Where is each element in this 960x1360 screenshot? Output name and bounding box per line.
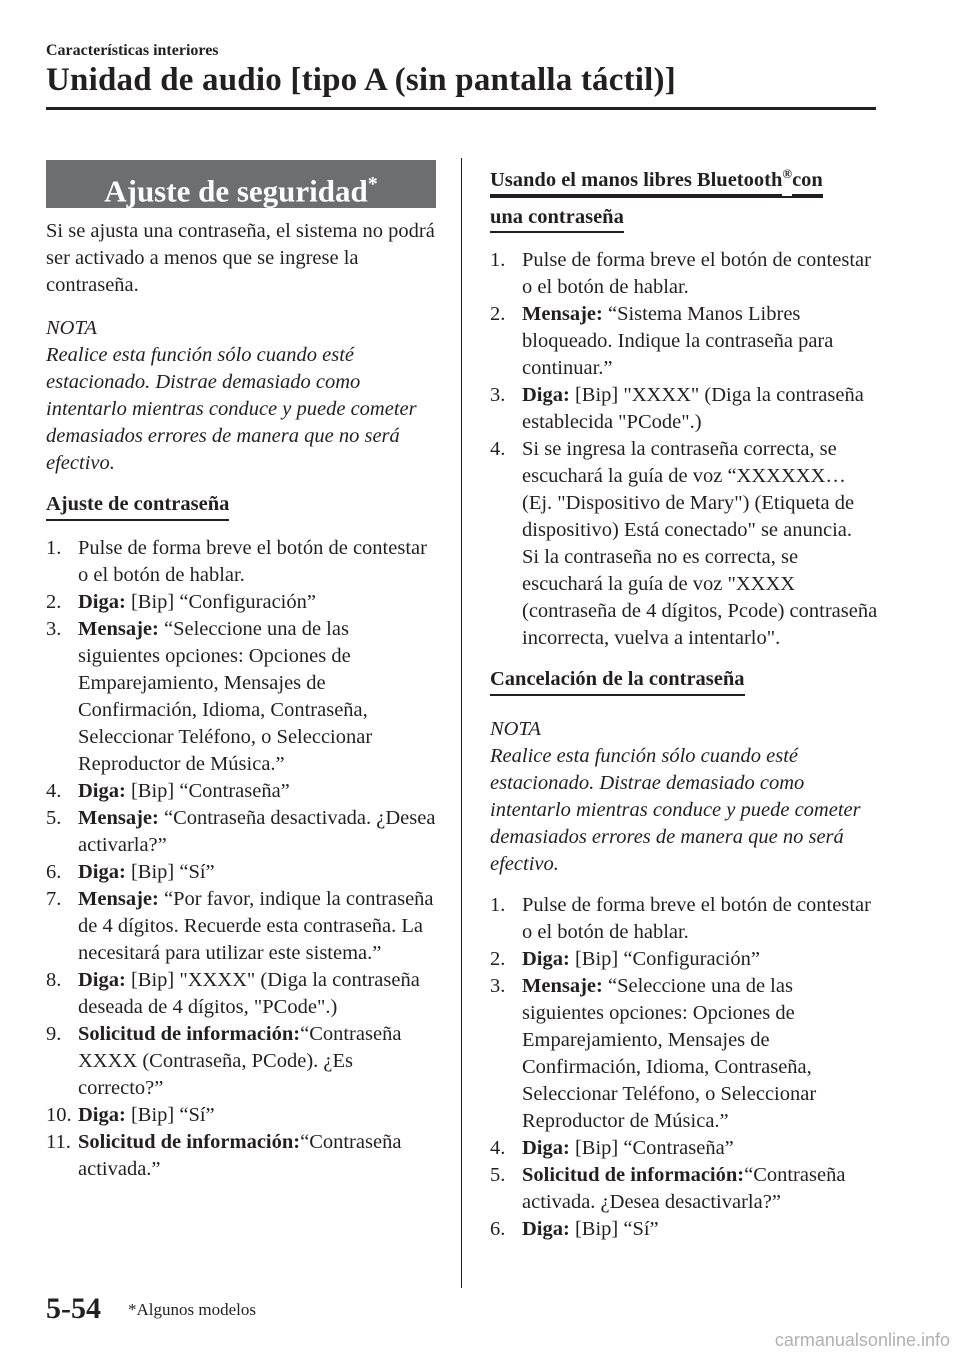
subheading-cancelacion: Cancelación de la contraseña — [490, 666, 745, 696]
step-number: 10. — [46, 1104, 72, 1126]
list-item — [490, 301, 880, 382]
list-item — [490, 1162, 880, 1216]
left-column — [46, 160, 436, 1199]
subheading-line-2: una contraseña — [490, 204, 624, 233]
step-lead: Diga: — [522, 947, 570, 970]
step-text: [Bip] “Configuración” — [125, 591, 316, 613]
list-item — [46, 1021, 436, 1102]
step-text: “Contraseña activada. ¿Desea desactivarla?” — [522, 1163, 846, 1213]
list-item — [490, 1216, 880, 1243]
step-text: “Sistema Manos Libres bloqueado. Indique la contraseña para continuar.” — [522, 302, 834, 379]
section-banner — [46, 160, 436, 208]
step-text: Pulse de forma breve el botón de contestar o el botón de hablar. — [522, 248, 871, 298]
title-rule — [46, 107, 876, 110]
note-body-2: Realice esta función sólo cuando esté estacionado. Distrae demasiado como intentarlo mientras conduce y puede cometer demasiados errores de manera que no será efectivo. — [490, 744, 861, 875]
note-label-2: NOTA — [490, 717, 541, 740]
step-number: 9. — [46, 1023, 62, 1045]
right-column — [490, 160, 880, 1259]
step-text: “Seleccione una de las siguientes opciones: Opciones de Emparejamiento, Mensajes de Confirmación, Idioma, Contraseña, Seleccionar Teléfono, o Seleccionar Reproductor de Música.” — [78, 618, 373, 775]
step-text: [Bip] “Contraseña” — [125, 780, 290, 802]
step-number: 2. — [46, 591, 62, 613]
step-number: 6. — [46, 861, 62, 883]
list-item — [46, 589, 436, 616]
list-item — [490, 1135, 880, 1162]
list-item — [46, 535, 436, 589]
list-item — [490, 382, 880, 436]
step-number: 7. — [46, 888, 62, 910]
step-lead: Diga: — [522, 1136, 570, 1159]
step-number: 11. — [46, 1131, 71, 1153]
subheading-ajuste-contrasena: Ajuste de contraseña — [46, 491, 229, 521]
step-number: 4. — [490, 437, 506, 460]
section-label: Características interiores — [46, 42, 219, 59]
step-lead: Mensaje: — [78, 807, 159, 829]
step-number: 3. — [46, 618, 62, 640]
subheading-line-1 — [490, 160, 823, 198]
step-number: 1. — [490, 893, 506, 916]
step-lead: Mensaje: — [522, 302, 603, 325]
step-lead: Mensaje: — [522, 974, 603, 997]
step-number: 3. — [490, 974, 506, 997]
intro-paragraph: Si se ajusta una contraseña, el sistema no podrá ser activado a menos que se ingrese la contraseña. — [46, 220, 435, 296]
list-item — [490, 436, 880, 652]
step-lead: Mensaje: — [78, 888, 159, 910]
subheading-text-a: Usando el manos libres Bluetooth — [490, 167, 782, 196]
page-title: Unidad de audio [tipo A (sin pantalla táctil)] — [46, 62, 676, 98]
subheading-text-b: con — [792, 167, 823, 196]
step-text: [Bip] “Contraseña” — [569, 1136, 734, 1159]
step-lead: Diga: — [522, 1217, 570, 1240]
banner-asterisk: * — [367, 173, 378, 195]
step-number: 1. — [490, 248, 506, 271]
step-lead: Diga: — [522, 383, 570, 406]
steps-bluetooth — [490, 247, 880, 652]
step-lead: Mensaje: — [78, 618, 159, 640]
list-item — [46, 616, 436, 778]
footnote: *Algunos modelos — [128, 1300, 256, 1319]
step-text: [Bip] “Configuración” — [569, 947, 760, 970]
list-item — [490, 247, 880, 301]
step-extra: Si la contraseña no es correcta, se escuchará la guía de voz "XXXX (contraseña de 4 dígitos, Pcode) contraseña incorrecta, vuelva a intentarlo". — [522, 545, 878, 649]
step-lead: Diga: — [78, 969, 126, 991]
note-label: NOTA — [46, 317, 97, 339]
page-number: 5-54 — [46, 1292, 101, 1325]
list-item — [46, 778, 436, 805]
step-number: 2. — [490, 302, 506, 325]
step-lead: Diga: — [78, 591, 126, 613]
step-number: 8. — [46, 969, 62, 991]
step-text: “Contraseña activada.” — [78, 1131, 402, 1180]
steps-cancelacion — [490, 892, 880, 1243]
list-item — [46, 967, 436, 1021]
step-lead: Solicitud de información: — [522, 1163, 745, 1186]
step-text: Pulse de forma breve el botón de contestar o el botón de hablar. — [78, 537, 427, 586]
step-number: 5. — [46, 807, 62, 829]
step-lead: Diga: — [78, 1104, 126, 1126]
step-text: [Bip] “Sí” — [569, 1217, 659, 1240]
step-lead: Solicitud de información: — [78, 1131, 301, 1153]
step-lead: Diga: — [78, 861, 126, 883]
step-text: [Bip] "XXXX" (Diga la contraseña establecida "PCode".) — [522, 383, 864, 433]
step-text: Pulse de forma breve el botón de contestar o el botón de hablar. — [522, 893, 871, 943]
step-text: Si se ingresa la contraseña correcta, se escuchará la guía de voz “XXXXXX… (Ej. "Dispositivo de Mary") (Etiqueta de dispositivo) Está conectado" se anuncia. — [522, 437, 855, 541]
list-item — [46, 1129, 436, 1183]
subheading-bluetooth-contrasena — [490, 160, 880, 233]
step-lead: Solicitud de información: — [78, 1023, 301, 1045]
step-number: 4. — [490, 1136, 506, 1159]
list-item — [490, 946, 880, 973]
step-number: 2. — [490, 947, 506, 970]
step-text: “Contraseña desactivada. ¿Desea activarla?” — [78, 807, 436, 856]
list-item — [46, 805, 436, 859]
step-number: 6. — [490, 1217, 506, 1240]
step-text: [Bip] “Sí” — [125, 861, 215, 883]
step-text: “Seleccione una de las siguientes opciones: Opciones de Emparejamiento, Mensajes de Confirmación, Idioma, Contraseña, Seleccionar Teléfono, o Seleccionar Reproductor de Música.” — [522, 974, 817, 1132]
list-item — [490, 973, 880, 1135]
list-item — [490, 892, 880, 946]
step-text: “Por favor, indique la contraseña de 4 dígitos. Recuerde esta contraseña. La necesitará para utilizar este sistema.” — [78, 888, 434, 964]
step-text: “Contraseña XXXX (Contraseña, PCode). ¿Es correcto?” — [78, 1023, 402, 1099]
banner-title: Ajuste de seguridad — [104, 173, 368, 209]
step-number: 1. — [46, 537, 62, 559]
registered-mark: ® — [782, 166, 793, 181]
watermark: carmanualsonline.info — [774, 1330, 950, 1350]
step-number: 4. — [46, 780, 62, 802]
note-body: Realice esta función sólo cuando esté estacionado. Distrae demasiado como intentarlo mientras conduce y puede cometer demasiados errores de manera que no será efectivo. — [46, 344, 417, 474]
step-number: 3. — [490, 383, 506, 406]
step-number: 5. — [490, 1163, 506, 1186]
list-item — [46, 859, 436, 886]
list-item — [46, 886, 436, 967]
step-text: [Bip] "XXXX" (Diga la contraseña deseada de 4 dígitos, "PCode".) — [78, 969, 420, 1018]
step-text: [Bip] “Sí” — [125, 1104, 215, 1126]
steps-ajuste — [46, 535, 436, 1183]
step-lead: Diga: — [78, 780, 126, 802]
column-divider — [461, 158, 462, 1288]
list-item — [46, 1102, 436, 1129]
